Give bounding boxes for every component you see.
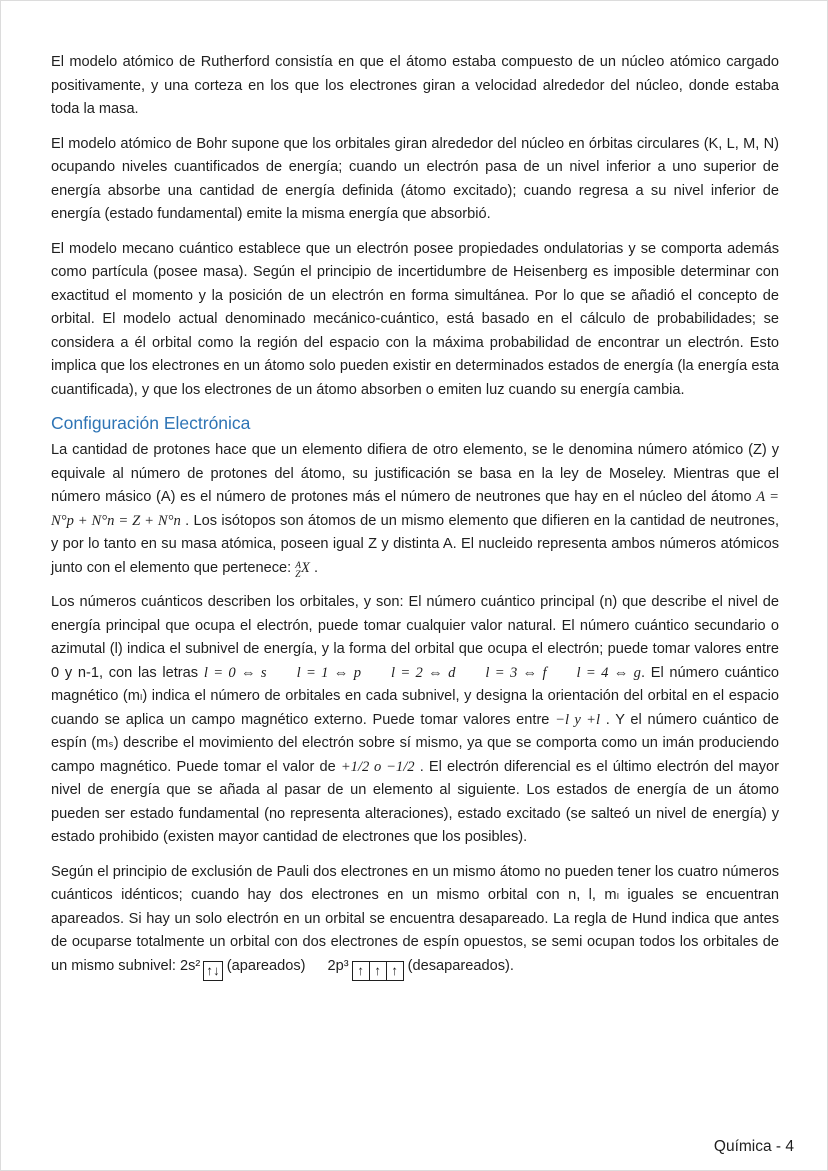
text-run: . El número cuántico magnético (mₗ) indica el número de orbitales en cada subnivel, y designa la orientación del orbital en el espacio cuando se aplica un campo magnético externo. Puede tomar valores entre [51,664,779,728]
azimuthal-equation-p: l = 1 ⇔ p [296,664,361,681]
text-run: La cantidad de protones hace que un elemento difiera de otro elemento, se le denomina número atómico (Z) y equivale al número de protones del átomo, su justificación se basa en la ley de Moseley. Mientras que el número másico (A) es el número de protones más el número de neutrones que hay en el núcleo del átomo [51,442,779,505]
text-run: . Y el número cuántico de espín (mₛ) describe el movimiento del electrón sobre sí mismo, ya que se comporta como un imán produciendo campo magnético. Puede tomar el valor de [51,711,779,775]
document-content [51,51,779,981]
orbital-box-unpaired-2: ↑ [369,961,387,981]
azimuthal-equation-d: l = 2 ⇔ d [391,664,456,681]
nuclide-element-symbol: X [301,559,310,576]
paragraph-bohr-model: El modelo atómico de Bohr supone que los orbitales giran alrededor del núcleo en órbitas circulares (K, L, M, N) ocupando niveles cuantificados de energía; cuando un electrón pasa de un nivel inferior a uno superior de energía absorbe una cantidad de energía definida (átomo excitado); cuando regresa a su nivel inferior de energía (estado fundamental) emite la misma energía que absorbió. [51,135,779,222]
text-run: Los números cuánticos describen los orbitales, y son: El número cuántico principal (n) que describe el nivel de energía principal que ocupa el electrón, puede tomar cualquier valor natural. El número cuántico secundario o azimutal (l) indica el subnivel de energía, y la forma del orbital que ocupa el electrón; puede tomar valores entre 0 y n-1, con las letras [51,594,779,681]
paragraph-atomic-number [51,439,779,580]
spin-values: +1/2 o −1/2 [340,758,415,775]
nuclide-atomic-number: Z [295,569,301,580]
page-footer: Química - 4 [713,1138,794,1155]
paragraph-pauli-hund [51,861,779,981]
text-run: . [309,559,319,576]
azimuthal-equation-s: l = 0 ⇔ s [203,664,267,681]
mass-number-formula: A = N°p + N°n = Z + N°n [51,489,779,529]
orbital-box-paired: ↑↓ [203,961,223,981]
paragraph-rutherford-model: El modelo atómico de Rutherford consistía en que el átomo estaba compuesto de un núcleo atómico cargado positivamente, y una corteza en los que los electrones giran a velocidad alrededor del núcleo, donde estaba toda la masa. [51,54,779,117]
nuclide-notation [295,559,310,580]
azimuthal-equation-g: l = 4 ⇔ g [576,664,641,681]
magnetic-quantum-range: −l y +l [555,711,601,728]
nuclide-mass-number: A [295,560,302,571]
paired-caption: (apareados) [222,957,306,974]
orbital-box-unpaired-3: ↑ [386,961,404,981]
orbital-label-2s2: 2s² [179,957,201,974]
unpaired-caption: (desapareados). [403,957,514,974]
paragraph-quantum-mechanical-model: El modelo mecano cuántico establece que un electrón posee propiedades ondulatorias y se comporta además como partícula (posee masa). Según el principio de incertidumbre de Heisenberg es imposible determinar con exactitud el momento y la posición de un electrón en forma simultánea. Por lo que se añadió el concepto de orbital. El modelo actual denominado mecánico-cuántico, está basado en el cálculo de probabilidades; se considera a él orbital como la región del espacio con la máxima probabilidad de encontrar un electrón. Esto implica que los electrones en un átomo solo pueden existir en determinados estados de energía (la energía esta cuantificada), y que los electrones de un átomo absorben o emiten luz cuando su energía cambia. [51,240,779,398]
text-run: . Los isótopos son átomos de un mismo elemento que difieren en la cantidad de neutrones, y por lo tanto en su masa atómica, poseen igual Z y distinta A. El nucleido representa ambos números atómicos junto con el elemento que pertenece: [51,512,779,576]
text-run: Según el principio de exclusión de Pauli dos electrones en un mismo átomo no pueden tener los cuatro números cuánticos idénticos; cuando hay dos electrones en un mismo orbital con n, l, mₗ iguales se encuentran apareados. Si hay un solo electrón en un orbital se encuentra desapareado. La regla de Hund indica que antes de ocuparse totalmente un orbital con dos electrones de espín opuestos, se semi ocupan todos los orbitales de un mismo subnivel: [51,863,779,974]
orbital-label-2p3: 2p³ [327,957,349,974]
paragraph-quantum-numbers [51,591,779,850]
orbital-box-unpaired-1: ↑ [352,961,370,981]
azimuthal-equation-f: l = 3 ⇔ f [485,664,547,681]
text-run: . El electrón diferencial es el último electrón del mayor nivel de energía que se añada al pasar de un elemento al siguiente. Los estados de energía de un átomo pueden ser estado fundamental (no representa alteraciones), estado excitado (se salteó un nivel de energía) y estado prohibido (existen mayor cantidad de electrones que los posibles). [51,758,779,845]
section-heading-electron-configuration: Configuración Electrónica [51,413,251,433]
